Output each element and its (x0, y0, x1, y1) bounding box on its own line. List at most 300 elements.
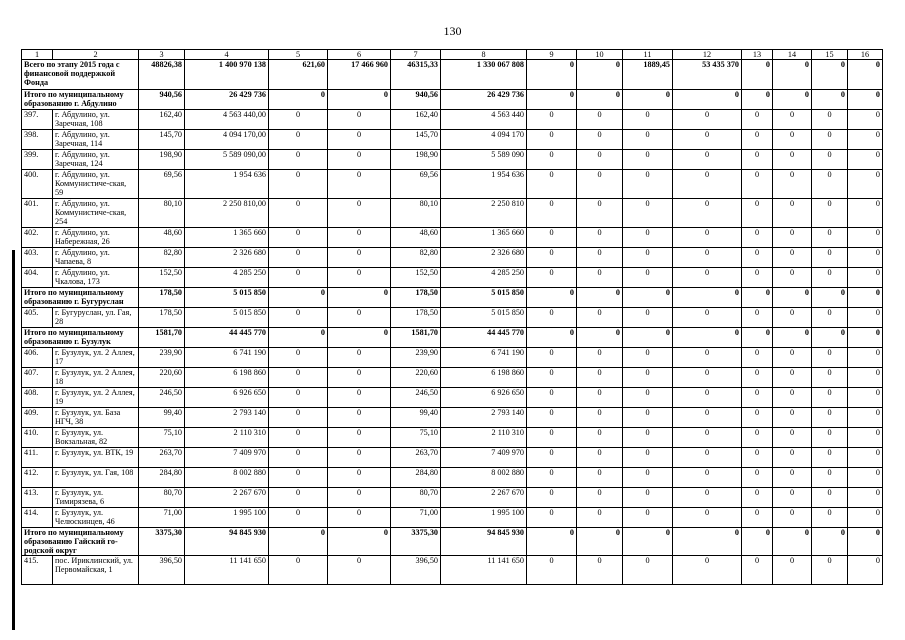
value-cell-col10: 0 (577, 60, 623, 90)
value-cell-col4: 1 365 660 (185, 228, 269, 248)
value-cell-col4: 6 198 860 (185, 368, 269, 388)
value-cell-col16: 0 (848, 248, 883, 268)
table-row (22, 150, 883, 170)
value-cell-col3: 178,50 (139, 308, 185, 328)
value-cell-col11: 0 (623, 556, 673, 585)
row-number: 407. (22, 368, 53, 388)
value-cell-col4: 6 926 650 (185, 388, 269, 408)
value-cell-col6: 0 (328, 556, 391, 585)
value-cell-col15: 0 (812, 130, 848, 150)
value-cell-col5: 0 (269, 268, 328, 288)
value-cell-col6: 0 (328, 170, 391, 199)
value-cell-col3: 1581,70 (139, 328, 185, 348)
value-cell-col9: 0 (527, 288, 577, 308)
value-cell-col4: 5 589 090,00 (185, 150, 269, 170)
value-cell-col3: 48,60 (139, 228, 185, 248)
value-cell-col8: 1 954 636 (441, 170, 527, 199)
value-cell-col13: 0 (742, 388, 773, 408)
value-cell-col6: 0 (328, 528, 391, 556)
value-cell-col9: 0 (527, 248, 577, 268)
row-number: 403. (22, 248, 53, 268)
address-cell: г. Абдулино, ул. Чапаева, 8 (53, 248, 139, 268)
value-cell-col10: 0 (577, 328, 623, 348)
value-cell-col8: 5 589 090 (441, 150, 527, 170)
table-row (22, 408, 883, 428)
value-cell-col6: 0 (328, 508, 391, 528)
value-cell-col5: 0 (269, 248, 328, 268)
value-cell-col9: 0 (527, 199, 577, 228)
value-cell-col12: 0 (673, 150, 742, 170)
value-cell-col11: 0 (623, 328, 673, 348)
value-cell-col15: 0 (812, 408, 848, 428)
value-cell-col7: 99,40 (391, 408, 441, 428)
value-cell-col13: 0 (742, 199, 773, 228)
table-row (22, 508, 883, 528)
value-cell-col11: 0 (623, 150, 673, 170)
value-cell-col12: 0 (673, 199, 742, 228)
column-number-cell: 4 (185, 50, 269, 60)
value-cell-col9: 0 (527, 308, 577, 328)
value-cell-col12: 0 (673, 288, 742, 308)
value-cell-col11: 0 (623, 468, 673, 488)
row-number: 400. (22, 170, 53, 199)
row-number: 408. (22, 388, 53, 408)
value-cell-col3: 198,90 (139, 150, 185, 170)
address-cell: г. Абдулино, ул. Заречная, 108 (53, 110, 139, 130)
value-cell-col14: 0 (773, 110, 812, 130)
value-cell-col10: 0 (577, 488, 623, 508)
value-cell-col4: 26 429 736 (185, 90, 269, 110)
value-cell-col3: 145,70 (139, 130, 185, 150)
column-number-cell: 8 (441, 50, 527, 60)
value-cell-col6: 0 (328, 408, 391, 428)
value-cell-col4: 2 250 810,00 (185, 199, 269, 228)
value-cell-col14: 0 (773, 408, 812, 428)
value-cell-col6: 0 (328, 150, 391, 170)
value-cell-col9: 0 (527, 508, 577, 528)
value-cell-col16: 0 (848, 448, 883, 468)
value-cell-col7: 284,80 (391, 468, 441, 488)
value-cell-col12: 0 (673, 228, 742, 248)
value-cell-col8: 26 429 736 (441, 90, 527, 110)
column-number-cell: 1 (22, 50, 53, 60)
value-cell-col13: 0 (742, 408, 773, 428)
value-cell-col7: 198,90 (391, 150, 441, 170)
table-row (22, 199, 883, 228)
value-cell-col4: 6 741 190 (185, 348, 269, 368)
address-cell: г. Абдулино, ул. Набережная, 26 (53, 228, 139, 248)
value-cell-col10: 0 (577, 248, 623, 268)
value-cell-col8: 2 110 310 (441, 428, 527, 448)
value-cell-col16: 0 (848, 508, 883, 528)
value-cell-col6: 0 (328, 448, 391, 468)
value-cell-col9: 0 (527, 170, 577, 199)
value-cell-col12: 0 (673, 468, 742, 488)
value-cell-col16: 0 (848, 110, 883, 130)
row-number: 397. (22, 110, 53, 130)
row-number: 410. (22, 428, 53, 448)
value-cell-col3: 396,50 (139, 556, 185, 585)
value-cell-col5: 0 (269, 508, 328, 528)
value-cell-col15: 0 (812, 448, 848, 468)
row-number: 411. (22, 448, 53, 468)
value-cell-col10: 0 (577, 348, 623, 368)
value-cell-col9: 0 (527, 388, 577, 408)
value-cell-col8: 6 741 190 (441, 348, 527, 368)
row-number: 399. (22, 150, 53, 170)
value-cell-col16: 0 (848, 268, 883, 288)
address-cell: г. Бузулук, ул. 2 Аллея, 18 (53, 368, 139, 388)
value-cell-col5: 0 (269, 348, 328, 368)
row-number: 412. (22, 468, 53, 488)
value-cell-col13: 0 (742, 228, 773, 248)
table-row (22, 388, 883, 408)
value-cell-col7: 220,60 (391, 368, 441, 388)
value-cell-col7: 71,00 (391, 508, 441, 528)
value-cell-col3: 80,10 (139, 199, 185, 228)
value-cell-col16: 0 (848, 488, 883, 508)
value-cell-col16: 0 (848, 368, 883, 388)
value-cell-col9: 0 (527, 428, 577, 448)
value-cell-col5: 0 (269, 110, 328, 130)
column-number-cell: 3 (139, 50, 185, 60)
value-cell-col15: 0 (812, 248, 848, 268)
value-cell-col13: 0 (742, 60, 773, 90)
address-cell: г. Абдулино, ул. Коммунистиче-ская, 59 (53, 170, 139, 199)
value-cell-col14: 0 (773, 90, 812, 110)
value-cell-col6: 0 (328, 368, 391, 388)
value-cell-col10: 0 (577, 468, 623, 488)
column-number-cell: 7 (391, 50, 441, 60)
value-cell-col13: 0 (742, 468, 773, 488)
value-cell-col15: 0 (812, 528, 848, 556)
column-number-cell: 10 (577, 50, 623, 60)
value-cell-col7: 75,10 (391, 428, 441, 448)
row-number: 398. (22, 130, 53, 150)
value-cell-col7: 69,56 (391, 170, 441, 199)
value-cell-col8: 4 563 440 (441, 110, 527, 130)
value-cell-col14: 0 (773, 248, 812, 268)
value-cell-col10: 0 (577, 199, 623, 228)
value-cell-col15: 0 (812, 199, 848, 228)
row-number: 401. (22, 199, 53, 228)
table-row (22, 268, 883, 288)
value-cell-col16: 0 (848, 428, 883, 448)
subtotal-row (22, 328, 883, 348)
value-cell-col5: 0 (269, 368, 328, 388)
value-cell-col14: 0 (773, 328, 812, 348)
value-cell-col6: 0 (328, 468, 391, 488)
table-row (22, 368, 883, 388)
value-cell-col7: 152,50 (391, 268, 441, 288)
value-cell-col6: 17 466 960 (328, 60, 391, 90)
value-cell-col14: 0 (773, 308, 812, 328)
value-cell-col3: 940,56 (139, 90, 185, 110)
address-cell: г. Бузулук, ул. Вокзальная, 82 (53, 428, 139, 448)
value-cell-col16: 0 (848, 90, 883, 110)
value-cell-col8: 1 330 067 808 (441, 60, 527, 90)
value-cell-col7: 178,50 (391, 308, 441, 328)
value-cell-col4: 2 267 670 (185, 488, 269, 508)
table-row (22, 448, 883, 468)
value-cell-col11: 0 (623, 508, 673, 528)
value-cell-col4: 11 141 650 (185, 556, 269, 585)
value-cell-col11: 0 (623, 248, 673, 268)
value-cell-col13: 0 (742, 248, 773, 268)
value-cell-col14: 0 (773, 60, 812, 90)
value-cell-col11: 0 (623, 130, 673, 150)
subtotal-label: Итого по муниципальному образованию г. Абдулино (22, 90, 139, 110)
value-cell-col11: 0 (623, 448, 673, 468)
value-cell-col12: 0 (673, 90, 742, 110)
value-cell-col13: 0 (742, 328, 773, 348)
column-number-cell: 11 (623, 50, 673, 60)
value-cell-col8: 2 250 810 (441, 199, 527, 228)
value-cell-col12: 0 (673, 448, 742, 468)
value-cell-col5: 0 (269, 228, 328, 248)
value-cell-col3: 3375,30 (139, 528, 185, 556)
value-cell-col4: 44 445 770 (185, 328, 269, 348)
value-cell-col12: 0 (673, 130, 742, 150)
address-cell: г. Бузулук, ул. Челюскинцев, 46 (53, 508, 139, 528)
value-cell-col5: 0 (269, 448, 328, 468)
value-cell-col7: 80,70 (391, 488, 441, 508)
table-row (22, 348, 883, 368)
value-cell-col13: 0 (742, 528, 773, 556)
column-number-cell: 9 (527, 50, 577, 60)
subtotal-row (22, 288, 883, 308)
value-cell-col11: 0 (623, 288, 673, 308)
table-row (22, 428, 883, 448)
column-number-cell: 16 (848, 50, 883, 60)
value-cell-col9: 0 (527, 150, 577, 170)
table-row (22, 308, 883, 328)
value-cell-col11: 0 (623, 308, 673, 328)
value-cell-col13: 0 (742, 90, 773, 110)
value-cell-col5: 0 (269, 468, 328, 488)
value-cell-col9: 0 (527, 368, 577, 388)
value-cell-col10: 0 (577, 556, 623, 585)
value-cell-col9: 0 (527, 408, 577, 428)
value-cell-col5: 0 (269, 408, 328, 428)
value-cell-col3: 246,50 (139, 388, 185, 408)
value-cell-col16: 0 (848, 150, 883, 170)
value-cell-col14: 0 (773, 488, 812, 508)
value-cell-col7: 396,50 (391, 556, 441, 585)
value-cell-col15: 0 (812, 428, 848, 448)
value-cell-col16: 0 (848, 228, 883, 248)
value-cell-col3: 263,70 (139, 448, 185, 468)
value-cell-col10: 0 (577, 228, 623, 248)
column-number-cell: 12 (673, 50, 742, 60)
value-cell-col7: 239,90 (391, 348, 441, 368)
table-row (22, 228, 883, 248)
value-cell-col15: 0 (812, 60, 848, 90)
value-cell-col15: 0 (812, 348, 848, 368)
row-number: 414. (22, 508, 53, 528)
value-cell-col3: 162,40 (139, 110, 185, 130)
value-cell-col9: 0 (527, 488, 577, 508)
value-cell-col10: 0 (577, 90, 623, 110)
address-cell: г. Абдулино, ул. Заречная, 114 (53, 130, 139, 150)
value-cell-col4: 8 002 880 (185, 468, 269, 488)
address-cell: г. Бузулук, ул. 2 Аллея, 19 (53, 388, 139, 408)
column-number-row (22, 50, 883, 60)
value-cell-col3: 80,70 (139, 488, 185, 508)
value-cell-col9: 0 (527, 448, 577, 468)
value-cell-col5: 0 (269, 90, 328, 110)
value-cell-col13: 0 (742, 268, 773, 288)
value-cell-col14: 0 (773, 388, 812, 408)
value-cell-col15: 0 (812, 308, 848, 328)
value-cell-col14: 0 (773, 508, 812, 528)
value-cell-col11: 0 (623, 528, 673, 556)
value-cell-col16: 0 (848, 348, 883, 368)
table-row (22, 488, 883, 508)
subtotal-label: Всего по этапу 2015 года с финансовой поддержкой Фонда (22, 60, 139, 90)
value-cell-col12: 0 (673, 368, 742, 388)
table-row (22, 170, 883, 199)
value-cell-col7: 246,50 (391, 388, 441, 408)
table-row (22, 130, 883, 150)
value-cell-col11: 0 (623, 368, 673, 388)
value-cell-col5: 0 (269, 428, 328, 448)
value-cell-col3: 71,00 (139, 508, 185, 528)
value-cell-col14: 0 (773, 448, 812, 468)
row-number: 402. (22, 228, 53, 248)
value-cell-col9: 0 (527, 110, 577, 130)
value-cell-col12: 0 (673, 110, 742, 130)
value-cell-col7: 80,10 (391, 199, 441, 228)
value-cell-col15: 0 (812, 328, 848, 348)
value-cell-col16: 0 (848, 288, 883, 308)
value-cell-col3: 99,40 (139, 408, 185, 428)
row-number: 415. (22, 556, 53, 585)
value-cell-col5: 0 (269, 288, 328, 308)
value-cell-col10: 0 (577, 308, 623, 328)
value-cell-col14: 0 (773, 268, 812, 288)
subtotal-label: Итого по муниципальному образованию Гайский го-родской округ (22, 528, 139, 556)
value-cell-col11: 0 (623, 170, 673, 199)
value-cell-col8: 11 141 650 (441, 556, 527, 585)
value-cell-col12: 0 (673, 488, 742, 508)
value-cell-col4: 4 094 170,00 (185, 130, 269, 150)
value-cell-col15: 0 (812, 150, 848, 170)
subtotal-row (22, 528, 883, 556)
value-cell-col8: 5 015 850 (441, 308, 527, 328)
value-cell-col9: 0 (527, 228, 577, 248)
column-number-cell: 13 (742, 50, 773, 60)
value-cell-col10: 0 (577, 170, 623, 199)
value-cell-col10: 0 (577, 388, 623, 408)
value-cell-col10: 0 (577, 428, 623, 448)
value-cell-col8: 4 285 250 (441, 268, 527, 288)
value-cell-col13: 0 (742, 308, 773, 328)
value-cell-col12: 53 435 370 (673, 60, 742, 90)
value-cell-col14: 0 (773, 199, 812, 228)
value-cell-col6: 0 (328, 130, 391, 150)
value-cell-col14: 0 (773, 528, 812, 556)
value-cell-col9: 0 (527, 268, 577, 288)
value-cell-col16: 0 (848, 556, 883, 585)
table-row (22, 248, 883, 268)
value-cell-col8: 2 326 680 (441, 248, 527, 268)
subtotal-label: Итого по муниципальному образованию г. Бузулук (22, 328, 139, 348)
table-row (22, 468, 883, 488)
value-cell-col10: 0 (577, 408, 623, 428)
table-row (22, 110, 883, 130)
value-cell-col14: 0 (773, 170, 812, 199)
value-cell-col16: 0 (848, 60, 883, 90)
value-cell-col3: 239,90 (139, 348, 185, 368)
address-cell: г. Бузулук, ул. Тимирязева, 6 (53, 488, 139, 508)
value-cell-col10: 0 (577, 110, 623, 130)
value-cell-col6: 0 (328, 308, 391, 328)
value-cell-col15: 0 (812, 170, 848, 199)
value-cell-col5: 0 (269, 528, 328, 556)
value-cell-col5: 0 (269, 170, 328, 199)
value-cell-col9: 0 (527, 90, 577, 110)
value-cell-col13: 0 (742, 288, 773, 308)
value-cell-col6: 0 (328, 228, 391, 248)
value-cell-col7: 178,50 (391, 288, 441, 308)
value-cell-col10: 0 (577, 288, 623, 308)
value-cell-col4: 2 326 680 (185, 248, 269, 268)
value-cell-col13: 0 (742, 488, 773, 508)
value-cell-col3: 284,80 (139, 468, 185, 488)
column-number-cell: 5 (269, 50, 328, 60)
value-cell-col11: 0 (623, 348, 673, 368)
value-cell-col8: 2 267 670 (441, 488, 527, 508)
value-cell-col6: 0 (328, 428, 391, 448)
value-cell-col11: 0 (623, 268, 673, 288)
value-cell-col8: 1 995 100 (441, 508, 527, 528)
value-cell-col5: 0 (269, 130, 328, 150)
value-cell-col6: 0 (328, 288, 391, 308)
value-cell-col14: 0 (773, 468, 812, 488)
address-cell: г. Абдулино, ул. Чкалова, 173 (53, 268, 139, 288)
value-cell-col15: 0 (812, 228, 848, 248)
table-row (22, 556, 883, 585)
value-cell-col3: 82,80 (139, 248, 185, 268)
housing-program-table (21, 49, 883, 585)
value-cell-col15: 0 (812, 388, 848, 408)
row-number: 413. (22, 488, 53, 508)
address-cell: г. Бузулук, ул. 2 Аллея, 17 (53, 348, 139, 368)
value-cell-col7: 46315,33 (391, 60, 441, 90)
value-cell-col4: 1 954 636 (185, 170, 269, 199)
value-cell-col16: 0 (848, 328, 883, 348)
value-cell-col15: 0 (812, 556, 848, 585)
value-cell-col13: 0 (742, 150, 773, 170)
value-cell-col10: 0 (577, 268, 623, 288)
value-cell-col8: 6 926 650 (441, 388, 527, 408)
value-cell-col9: 0 (527, 348, 577, 368)
value-cell-col8: 4 094 170 (441, 130, 527, 150)
value-cell-col3: 152,50 (139, 268, 185, 288)
value-cell-col4: 7 409 970 (185, 448, 269, 468)
value-cell-col15: 0 (812, 110, 848, 130)
value-cell-col6: 0 (328, 268, 391, 288)
value-cell-col13: 0 (742, 448, 773, 468)
value-cell-col16: 0 (848, 199, 883, 228)
value-cell-col4: 2 793 140 (185, 408, 269, 428)
value-cell-col14: 0 (773, 556, 812, 585)
value-cell-col8: 7 409 970 (441, 448, 527, 468)
value-cell-col13: 0 (742, 348, 773, 368)
value-cell-col5: 0 (269, 488, 328, 508)
value-cell-col8: 6 198 860 (441, 368, 527, 388)
